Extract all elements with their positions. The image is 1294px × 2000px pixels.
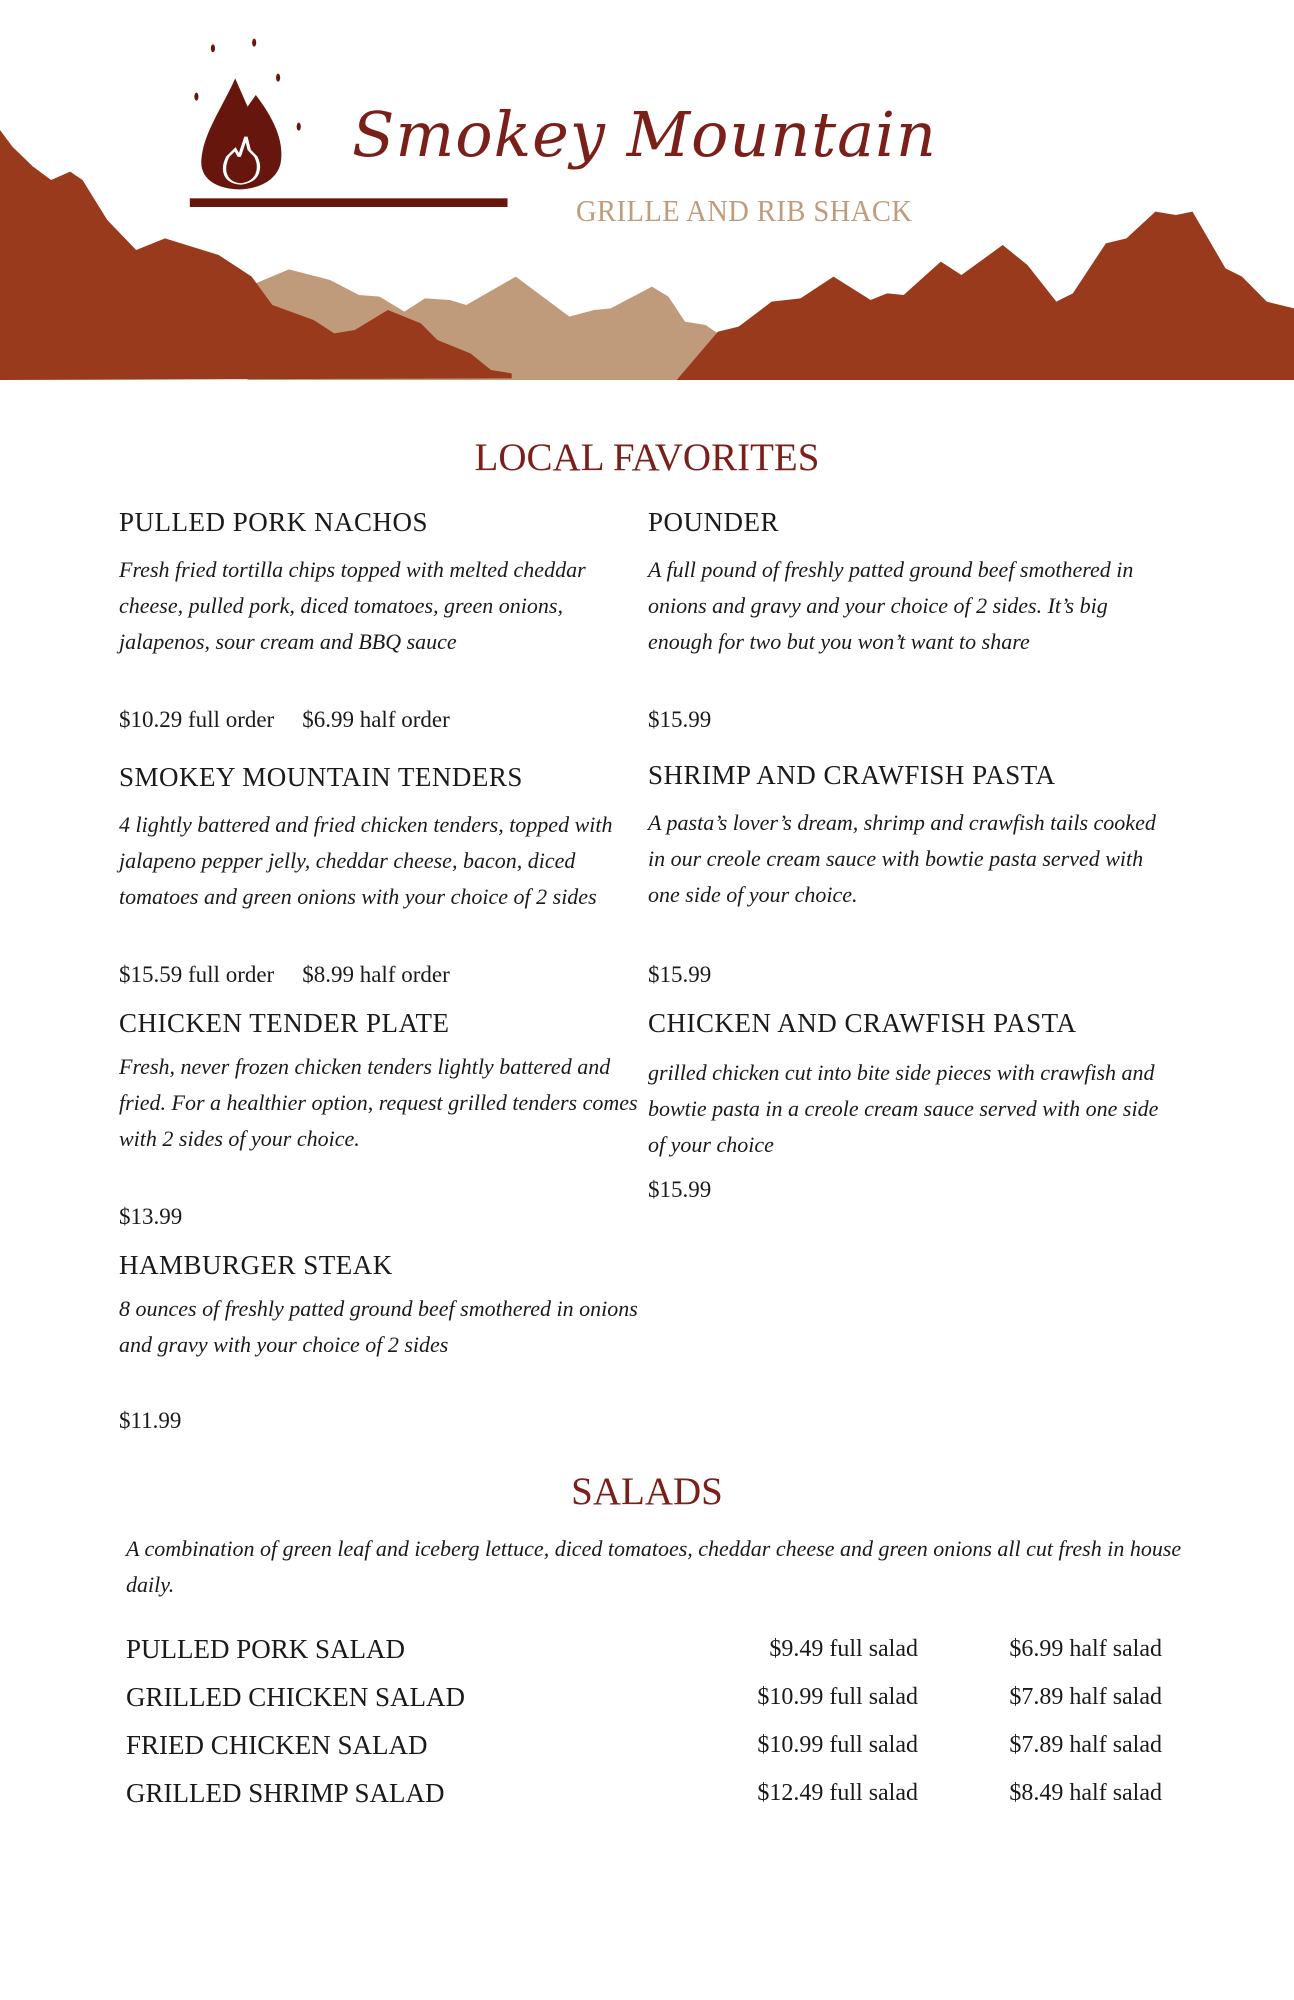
price-full: $10.29 full order <box>119 707 275 732</box>
header-banner <box>0 0 1294 400</box>
menu-item <box>648 757 1168 913</box>
salad-row <box>126 1778 1162 1814</box>
item-description: 4 lightly battered and fried chicken tenders, topped with jalapeno pepper jelly, cheddar cheese, bacon, diced tomatoes and green onions with your choice of 2 sides <box>119 812 613 909</box>
item-name: PULLED PORK NACHOS <box>119 507 429 537</box>
mountain-right <box>677 212 1294 380</box>
item-name: SHRIMP AND CRAWFISH PASTA <box>648 760 1056 790</box>
price-half: $8.99 half order <box>302 962 450 987</box>
salad-name: GRILLED SHRIMP SALAD <box>126 1778 445 1808</box>
item-price <box>119 962 478 988</box>
item-name: CHICKEN TENDER PLATE <box>119 1008 450 1038</box>
item-price: $11.99 <box>119 1408 182 1433</box>
menu-item <box>119 759 639 915</box>
salad-half-price: $7.89 half salad <box>1009 1732 1162 1758</box>
menu-item <box>648 1005 1168 1163</box>
item-name: POUNDER <box>648 507 780 537</box>
menu-item <box>119 1247 639 1363</box>
item-description: Fresh fried tortilla chips topped with melted cheddar cheese, pulled pork, diced tomatoes, green onions, jalapenos, sour cream and BBQ sauce <box>119 557 586 654</box>
item-description: Fresh, never frozen chicken tenders lightly battered and fried. For a healthier option, request grilled tenders comes with 2 sides of your choice. <box>119 1054 638 1151</box>
price-full: $15.59 full order <box>119 962 275 987</box>
item-name: SMOKEY MOUNTAIN TENDERS <box>119 762 523 792</box>
salad-half-price: $8.49 half salad <box>1009 1780 1162 1806</box>
salad-half-price: $7.89 half salad <box>1009 1684 1162 1710</box>
salad-full-price: $12.49 full salad <box>757 1780 918 1806</box>
salad-full-price: $10.99 full salad <box>757 1684 918 1710</box>
item-price: $15.99 <box>648 1177 712 1202</box>
item-description: grilled chicken cut into bite side pieces with crawfish and bowtie pasta in a creole cream sauce served with one side of your choice <box>648 1060 1159 1157</box>
item-description: A full pound of freshly patted ground beef smothered in onions and gravy and your choice of 2 sides. It’s big enough for two but you won’t want to share <box>648 557 1134 654</box>
salad-name: PULLED PORK SALAD <box>126 1634 406 1664</box>
flame-icon <box>194 39 300 190</box>
item-price <box>119 707 478 733</box>
salad-name: GRILLED CHICKEN SALAD <box>126 1682 465 1712</box>
salad-row <box>126 1682 1162 1718</box>
menu-item <box>119 504 639 660</box>
salad-full-price: $9.49 full salad <box>769 1636 918 1662</box>
item-description: 8 ounces of freshly patted ground beef smothered in onions and gravy with your choice of 2 sides <box>119 1296 638 1357</box>
item-price: $15.99 <box>648 707 712 732</box>
section-title-salads: SALADS <box>571 1470 723 1513</box>
section-title-local-favorites: LOCAL FAVORITES <box>474 436 820 479</box>
item-price: $13.99 <box>119 1204 183 1229</box>
salad-row <box>126 1634 1162 1670</box>
item-name: CHICKEN AND CRAWFISH PASTA <box>648 1008 1077 1038</box>
item-description: A pasta’s lover’s dream, shrimp and crawfish tails cooked in our creole cream sauce with bowtie pasta served with one side of your choice. <box>648 810 1156 907</box>
brand-name: Smokey Mountain <box>352 98 937 171</box>
salad-full-price: $10.99 full salad <box>757 1732 918 1758</box>
salad-row <box>126 1730 1162 1766</box>
salads-description: A combination of green leaf and iceberg lettuce, diced tomatoes, cheddar cheese and green onions all cut fresh in house daily. <box>126 1536 1182 1597</box>
salad-name: FRIED CHICKEN SALAD <box>126 1730 428 1760</box>
salad-half-price: $6.99 half salad <box>1009 1636 1162 1662</box>
brand-subtitle: GRILLE AND RIB SHACK <box>576 193 913 228</box>
menu-item <box>648 504 1168 660</box>
price-half: $6.99 half order <box>302 707 450 732</box>
menu-item <box>119 1005 639 1157</box>
item-price: $15.99 <box>648 962 712 987</box>
item-name: HAMBURGER STEAK <box>119 1250 393 1280</box>
logo-underline <box>190 198 508 207</box>
